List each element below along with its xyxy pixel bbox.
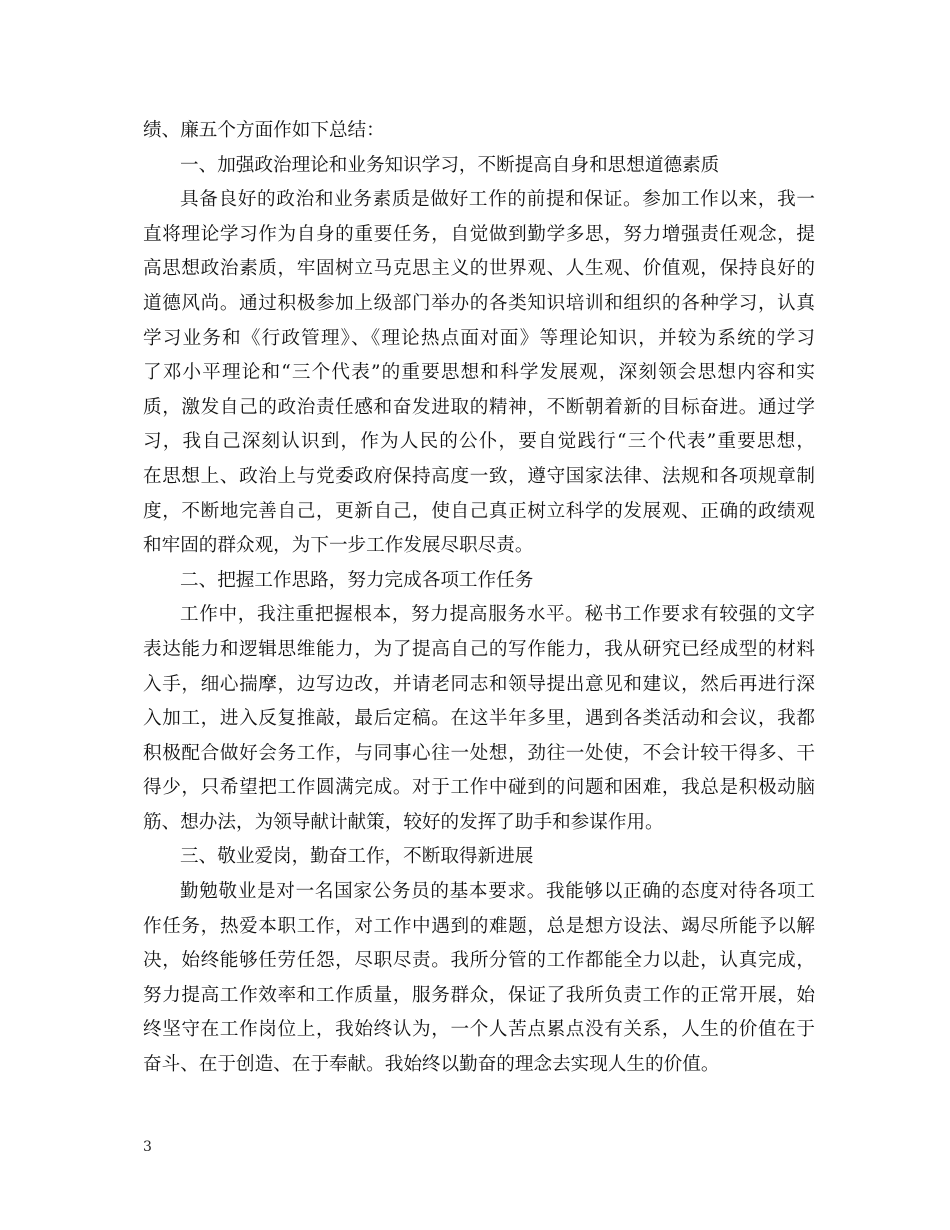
text-line: 奋斗、在于创造、在于奉献。我始终以勤奋的理念去实现人生的价值。 [143, 1054, 720, 1076]
text-line: 工作中，我注重把握根本，努力提高服务水平。秘书工作要求有较强的文字 [180, 604, 815, 626]
section-heading: 三、敬业爱岗，勤奋工作，不断取得新进展 [180, 846, 534, 868]
text-line: 终坚守在工作岗位上，我始终认为，一个人苦点累点没有关系，人生的价值在于 [143, 1019, 815, 1041]
text-line: 勤勉敬业是对一名国家公务员的基本要求。我能够以正确的态度对待各项工 [180, 881, 815, 903]
text-line: 在思想上、政治上与党委政府保持高度一致，遵守国家法律、法规和各项规章制 [143, 465, 815, 487]
section-heading: 二、把握工作思路，努力完成各项工作任务 [180, 569, 534, 591]
text-line: 学习业务和《行政管理》、《理论热点面对面》等理论知识，并较为系统的学习 [143, 327, 815, 349]
text-line: 具备良好的政治和业务素质是做好工作的前提和保证。参加工作以来，我一 [180, 189, 815, 211]
text-line: 和牢固的群众观，为下一步工作发展尽职尽责。 [143, 535, 534, 557]
text-line: 作任务，热爱本职工作，对工作中遇到的难题，总是想方设法、竭尽所能予以解 [143, 915, 815, 937]
text-line: 入手，细心揣摩，边写边改，并请老同志和领导提出意见和建议，然后再进行深 [143, 673, 815, 695]
section-heading: 一、加强政治理论和业务知识学习，不断提高自身和思想道德素质 [180, 154, 720, 176]
text-line: 习，我自己深刻认识到，作为人民的公仆，要自觉践行“三个代表”重要思想， [143, 431, 815, 453]
text-line: 了邓小平理论和“三个代表”的重要思想和科学发展观，深刻领会思想内容和实 [143, 362, 815, 384]
document-body [143, 114, 815, 1083]
page-number: 3 [143, 1139, 152, 1155]
text-line: 筋、想办法，为领导献计献策，较好的发挥了助手和参谋作用。 [143, 811, 664, 833]
text-line: 决，始终能够任劳任怨，尽职尽责。我所分管的工作都能全力以赴，认真完成， [143, 950, 815, 972]
text-line: 得少，只希望把工作圆满完成。对于工作中碰到的问题和困难，我总是积极动脑 [143, 777, 815, 799]
text-line: 表达能力和逻辑思维能力，为了提高自己的写作能力，我从研究已经成型的材料 [143, 638, 815, 660]
text-line: 努力提高工作效率和工作质量，服务群众，保证了我所负责工作的正常开展，始 [143, 984, 815, 1006]
text-line: 度，不断地完善自己，更新自己，使自己真正树立科学的发展观、正确的政绩观 [143, 500, 815, 522]
text-line: 直将理论学习作为自身的重要任务，自觉做到勤学多思，努力增强责任观念，提 [143, 223, 815, 245]
text-line: 质，激发自己的政治责任感和奋发进取的精神，不断朝着新的目标奋进。通过学 [143, 396, 815, 418]
text-line: 入加工，进入反复推敲，最后定稿。在这半年多里，遇到各类活动和会议，我都 [143, 708, 815, 730]
text-line: 绩、廉五个方面作如下总结： [143, 120, 385, 141]
text-line: 高思想政治素质，牢固树立马克思主义的世界观、人生观、价值观，保持良好的 [143, 258, 815, 280]
text-line: 积极配合做好会务工作，与同事心往一处想，劲往一处使，不会计较干得多、干 [143, 742, 815, 764]
text-line: 道德风尚。通过积极参加上级部门举办的各类知识培训和组织的各种学习，认真 [143, 292, 815, 314]
